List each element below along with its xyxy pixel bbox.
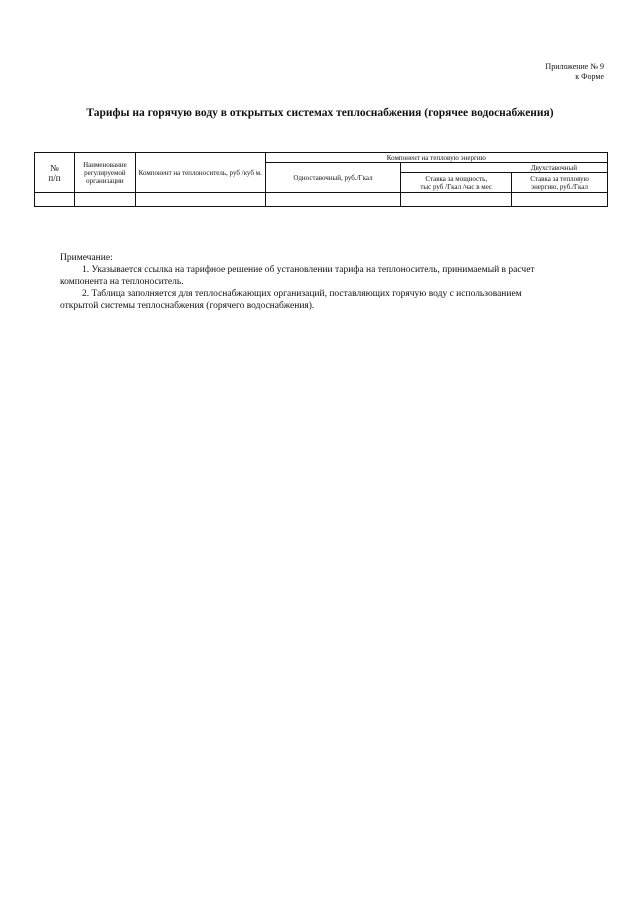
header-number (35, 153, 75, 193)
cell-energy-rate (512, 193, 608, 207)
cell-organization (74, 193, 135, 207)
header-coolant-component: Компонент на теплоноситель, руб /куб м. (135, 153, 265, 193)
header-energy-rate-line1: Ставка за тепловую (530, 174, 589, 183)
header-capacity-rate-line2: тыс руб /Гкал /час в мес (420, 182, 493, 191)
note-item-2-end: открытой системы теплоснабжения (горячего водоснабжения). (60, 301, 315, 311)
note-item-1 (60, 264, 604, 288)
header-number-sign: № (50, 162, 59, 173)
header-single-rate: Одноставочный, руб./Гкал (265, 163, 401, 193)
notes-section (60, 252, 604, 312)
cell-coolant (135, 193, 265, 207)
document-title: Тарифы на горячую воду в открытых системах теплоснабжения (горячее водоснабжения) (86, 107, 554, 119)
header-two-rate: Двухставочный (401, 163, 608, 173)
header-capacity-rate (401, 173, 512, 193)
header-energy-rate (512, 173, 608, 193)
cell-capacity-rate (401, 193, 512, 207)
header-capacity-rate-line1: Ставка за мощность, (425, 174, 488, 183)
appendix-form-ref: к Форме (575, 72, 604, 81)
appendix-label (545, 62, 604, 82)
header-organization: Наименование регулируемой организации (74, 153, 135, 193)
table-row (35, 193, 608, 207)
header-row-1 (35, 153, 608, 163)
cell-single-rate (265, 193, 401, 207)
note-item-2-start: 2. Таблица заполняется для теплоснабжающих организаций, поставляющих горячую воду с использованием (82, 289, 522, 299)
tariff-table (34, 152, 608, 207)
cell-number (35, 193, 75, 207)
appendix-number: Приложение № 9 (545, 62, 604, 71)
notes-heading: Примечание: (60, 253, 113, 263)
note-item-1-end: компонента на теплоноситель. (60, 277, 184, 287)
note-item-2 (60, 288, 604, 312)
note-item-1-start: 1. Указывается ссылка на тарифное решение об установлении тарифа на теплоноситель, принимаемый в расчет (82, 265, 535, 275)
header-thermal-component: Компонент на тепловую энергию (265, 153, 607, 163)
header-energy-rate-line2: энергию, руб./Гкал (531, 182, 588, 191)
header-number-pp: п/п (48, 172, 61, 183)
